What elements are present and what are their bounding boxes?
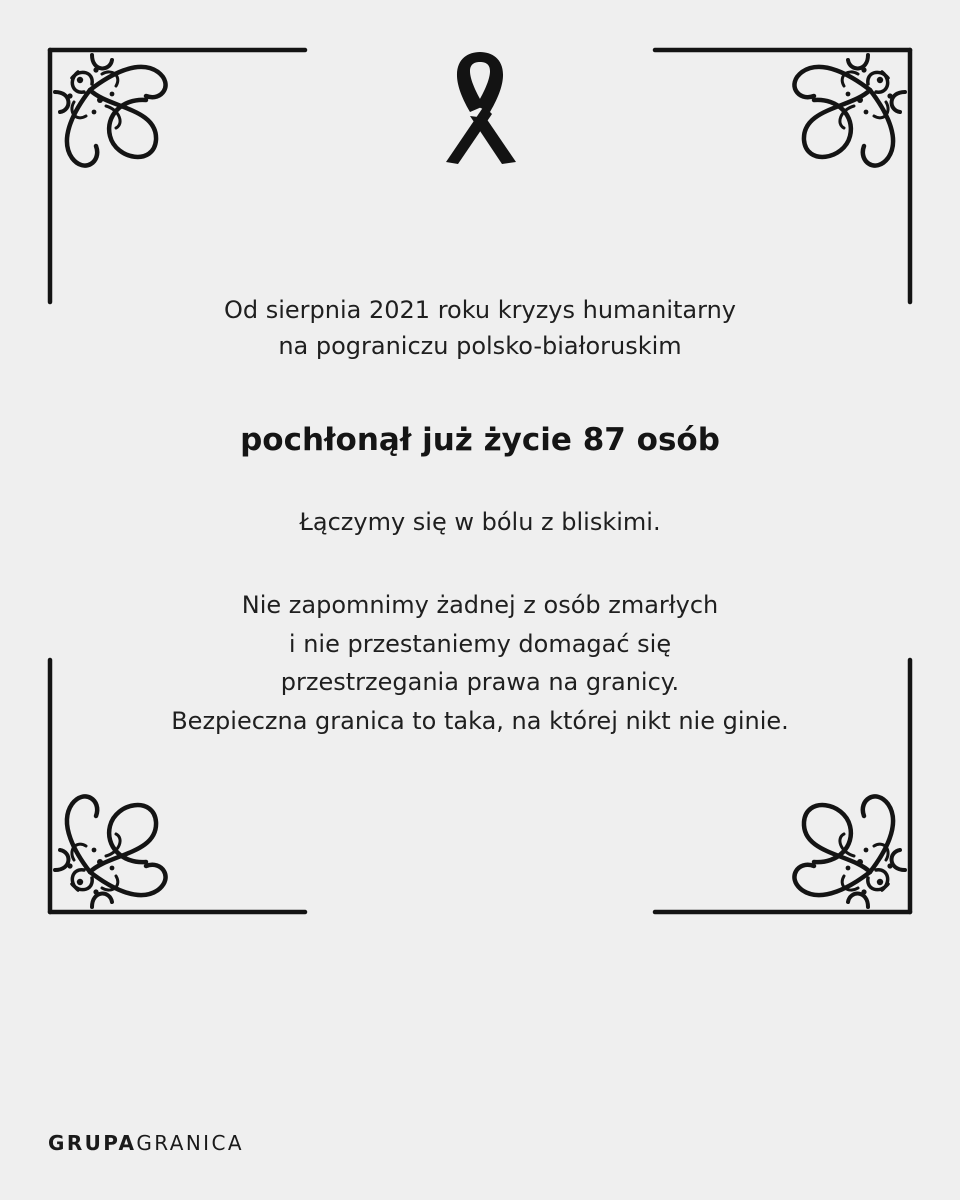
logo-part-granica: GRANICA: [136, 1131, 244, 1155]
pledge-line: Nie zapomnimy żadnej z osób zmarłych: [241, 591, 719, 619]
intro-line: na pograniczu polsko-białoruskim: [278, 332, 682, 360]
pledge-line: Bezpieczna granica to taka, na której nikt nie ginie.: [171, 706, 789, 735]
memorial-message: [0, 292, 960, 740]
intro-line: Od sierpnia 2021 roku kryzys humanitarny: [223, 296, 736, 324]
mourning-ribbon-icon: [440, 46, 520, 168]
logo-part-grupa: GRUPA: [48, 1131, 137, 1155]
headline: pochłonął już życie 87 osób: [240, 422, 720, 458]
corner-ornament-icon: [655, 50, 910, 302]
pledge-text: [0, 586, 960, 740]
intro-text: [0, 292, 960, 364]
solidarity-text: Łączymy się w bólu z bliskimi.: [299, 508, 661, 536]
brand-logo: [48, 1131, 244, 1155]
pledge-line: przestrzegania prawa na granicy.: [280, 668, 680, 696]
pledge-line: i nie przestaniemy domagać się: [288, 629, 672, 658]
corner-ornament-icon: [50, 50, 305, 302]
